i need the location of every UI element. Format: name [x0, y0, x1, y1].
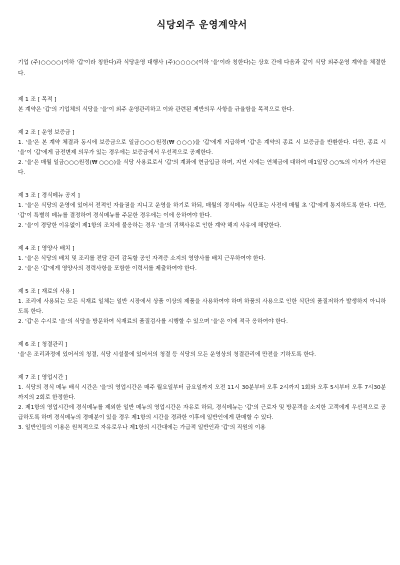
article-paragraph: 1. '을'은 본 계약 체결과 동시에 보증금으로 일금○○○원정(₩ ○○○)을 '갑'에게 지급하며 '갑'은 계약의 종료 시 보증금을 반환한다. 다만, 종료 시 '을'이 '갑'에게 금전변제 의무가 있는 경우에는 보증금에서 우선적으로 공제한다.: [18, 140, 386, 156]
article-heading: 제 4 조 [ 영양사 배치 ]: [18, 246, 75, 252]
article-body: [18, 138, 386, 178]
article-7-business-hours: [18, 373, 386, 433]
article-body: [18, 297, 386, 327]
article-heading: 제 5 조 [ 재료의 사용 ]: [18, 289, 75, 295]
article-3-menu-notice: [18, 191, 386, 231]
article-body: [18, 254, 386, 274]
article-paragraph: 2. '갑'은 수시로 '을'의 식당을 방문하여 식재료의 품질검사를 시행할 수 있으며 '을'은 이에 적극 응하여야 한다.: [18, 319, 288, 325]
article-heading: 제 3 조 [ 경식메뉴 공지 ]: [18, 193, 80, 199]
article-2-deposit: [18, 128, 386, 178]
article-paragraph: '을'은 조리과정에 있어서의 청결, 식당 시설물에 있어서의 청결 등 식당의 모든 운영상의 청결관리에 만전을 기하도록 한다.: [18, 352, 317, 358]
article-heading: 제 7 조 [ 영업시간 ]: [18, 375, 68, 381]
article-paragraph: 1. '을'은 식당의 배치 및 조리를 전담 관리 감독할 공인 자격증 소지의 영양사를 배치 근무하여야 한다.: [18, 256, 266, 262]
article-heading: 제 2 조 [ 운영 보증금 ]: [18, 130, 75, 136]
article-body: [18, 350, 386, 360]
article-paragraph: 2. '을'은 매월 일금○○○원정(₩ ○○○)을 식당 사용료로서 '갑'의 계좌에 현금입금 하며, 지연 시에는 연체금에 대하여 매1일당 ○○%의 이자가 가산된다.: [18, 160, 386, 176]
document-title: 식당외주 운영계약서: [156, 20, 248, 31]
article-paragraph: 본 계약은 '갑'의 기업체의 식당을 '을'이 외주 운영관리하고 이와 관련된 제반의무 사항을 규율함을 목적으로 한다.: [18, 107, 294, 113]
article-paragraph: 1. '을'은 식당의 운영에 있어서 전적인 자율권을 지니고 운영을 하기로 하되, 매월의 경식메뉴 식단표는 사전에 매월 초 '갑'에게 통지하도록 한다. 다만, '갑'이 특별히 메뉴를 결정하여 경식메뉴를 주문한 경우에는 이에 응하여야 한다.: [18, 203, 386, 219]
article-6-hygiene: [18, 340, 386, 360]
contract-intro: 기업 (주)○○○○(이하 '갑'이라 칭한다)과 식당운영 대행사 (주)○○○○(이하 '을'이라 칭한다)는 상호 간에 다음과 같이 식당 외주운영 계약을 체결한다.: [18, 60, 386, 77]
article-paragraph: 1. 식당의 경식 메뉴 배식 시간은 '을'의 영업시간은 매주 월요일부터 금요일까지 오전 11시 30분부터 오후 2시까지 1회와 오후 5시부터 오후 7시30분까지의 2회로 한정한다.: [18, 385, 386, 401]
article-1-purpose: [18, 95, 386, 115]
article-paragraph: 3. 일반인들의 이용은 원칙적으로 자유로우나 제1항의 시간대에는 가급적 일반인과 '갑'의 직원의 이용: [18, 425, 266, 431]
article-paragraph: 1. 조리에 사용되는 모든 식재료 일체는 일반 시장에서 상품 이상의 제품을 사용하여야 하며 하품의 사용으로 인한 식단의 품질저하가 발생하지 아니하도록 한다.: [18, 299, 386, 315]
article-paragraph: 2. '을'은 '갑'에게 영양사의 경력사항을 포함한 이력서를 제출하여야 한다.: [18, 266, 197, 272]
article-heading: 제 1 조 [ 목적 ]: [18, 97, 57, 103]
article-5-ingredients: [18, 287, 386, 327]
article-paragraph: 2. 제1항의 영업시간에 경식메뉴를 제외한 일반 메뉴의 영업시간은 자유로 하되, 경식메뉴는 '갑'의 근로자 및 방문객을 소지한 고객에게 우선적으로 공급하도록 하며 경식메뉴의 경매분이 있을 경우 제1항의 시간을 경과한 이후에 일반인에게 판매할 수 있다.: [18, 405, 386, 421]
article-body: [18, 383, 386, 433]
article-body: [18, 201, 386, 231]
article-4-dietitian: [18, 244, 386, 274]
article-body: [18, 105, 386, 115]
article-heading: 제 6 조 [ 청결관리 ]: [18, 342, 68, 348]
article-paragraph: 2. '을'이 경당한 이유없이 제1항의 조치에 불응하는 경우 '을'의 귀책사유로 인한 계약 해지 사유에 해당한다.: [18, 223, 282, 229]
